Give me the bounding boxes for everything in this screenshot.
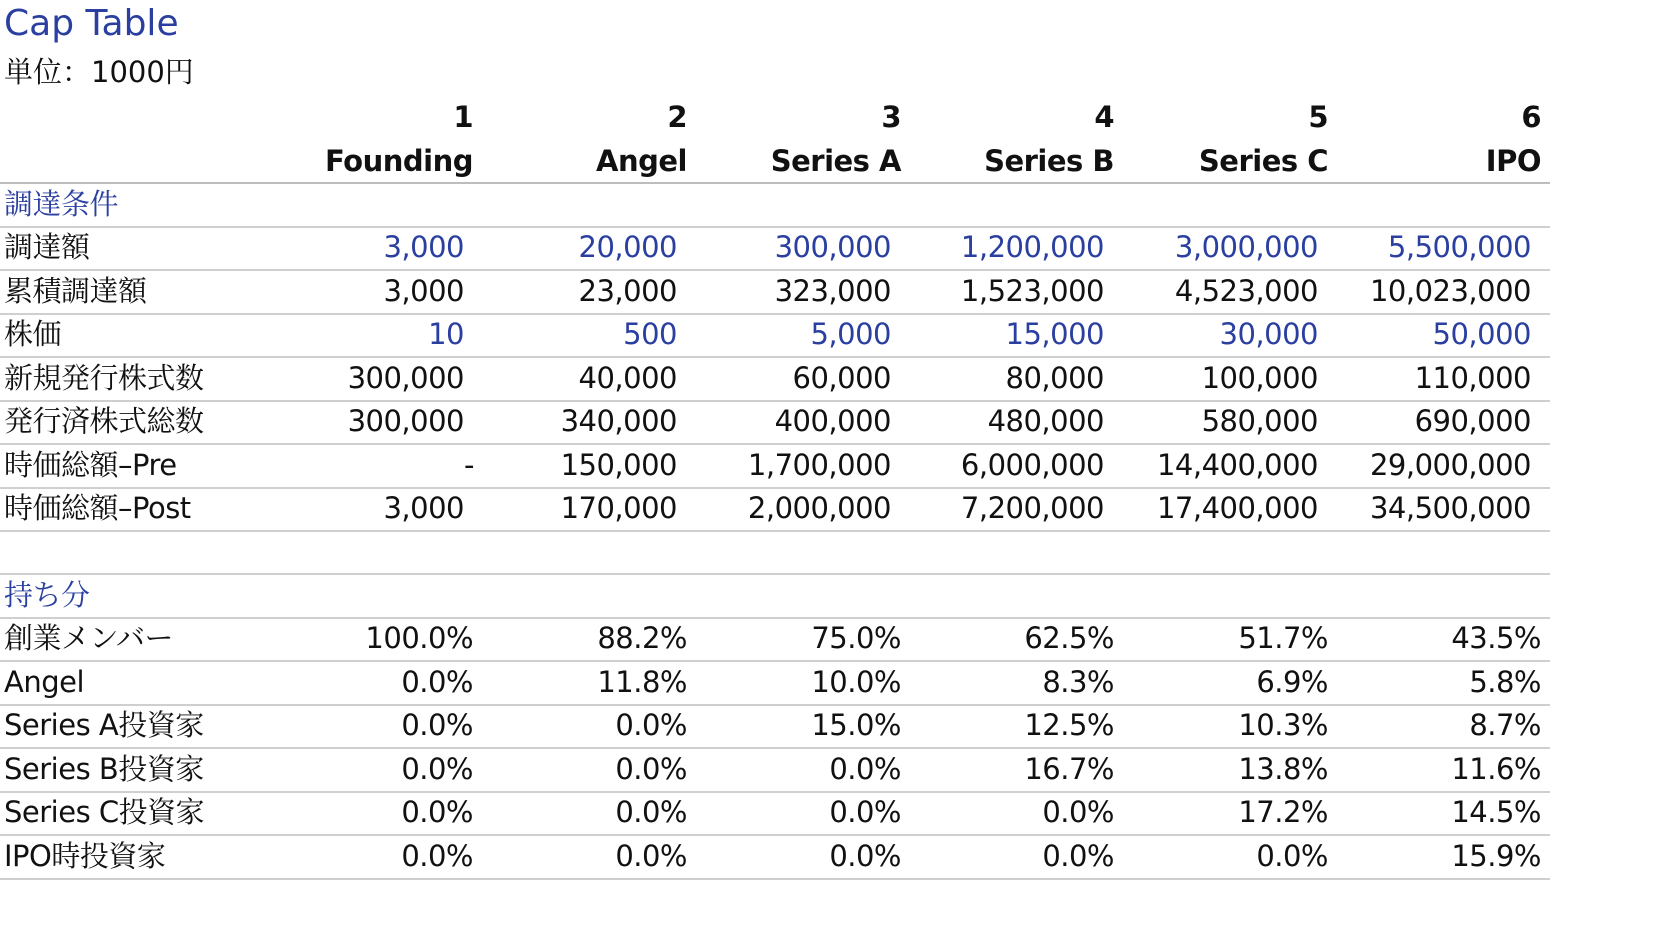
section-label: 持ち分 [4, 578, 90, 612]
percent-cell: 5.8% [1469, 665, 1541, 699]
percent-cell: 75.0% [811, 621, 901, 655]
value-cell: 5,500,000 [1387, 230, 1531, 264]
value-cell: 3,000 [383, 274, 464, 308]
value-cell: 29,000,000 [1369, 448, 1531, 482]
percent-cell: 10.0% [811, 665, 901, 699]
value-cell: 60,000 [792, 361, 891, 395]
table-row [0, 226, 1550, 269]
percent-cell: 15.9% [1451, 839, 1541, 873]
round-name-cell: IPO [1485, 144, 1541, 178]
table-row [0, 791, 1550, 834]
value-cell: 690,000 [1414, 404, 1531, 438]
value-cell: 10,023,000 [1369, 274, 1531, 308]
percent-cell: 16.7% [1024, 752, 1114, 786]
page-title: Cap Table [4, 3, 179, 44]
table-row [0, 617, 1550, 660]
percent-cell: 0.0% [615, 708, 687, 742]
divider [0, 530, 1550, 532]
value-cell: 80,000 [1005, 361, 1104, 395]
divider [0, 878, 1550, 880]
round-number-cell: 1 [453, 100, 473, 134]
value-cell: 100,000 [1201, 361, 1318, 395]
percent-cell: 0.0% [1042, 795, 1114, 829]
value-cell: 323,000 [774, 274, 891, 308]
table-row [0, 357, 1550, 400]
row-label: Series A投資家 [4, 708, 204, 742]
percent-cell: 0.0% [615, 839, 687, 873]
value-cell: 2,000,000 [747, 491, 891, 525]
percent-cell: 11.8% [597, 665, 687, 699]
row-label: 時価総額–Pre [4, 448, 177, 482]
round-number-cell: 2 [667, 100, 687, 134]
percent-cell: 10.3% [1238, 708, 1328, 742]
row-label: 株価 [4, 317, 62, 351]
row-label: 時価総額–Post [4, 491, 191, 525]
round-number-cell: 3 [881, 100, 901, 134]
value-cell: 14,400,000 [1156, 448, 1318, 482]
percent-cell: 51.7% [1238, 621, 1328, 655]
round-name-cell: Series B [984, 144, 1114, 178]
table-row [0, 270, 1550, 313]
value-cell: 300,000 [347, 404, 464, 438]
round-number-cell: 6 [1521, 100, 1541, 134]
value-cell: 4,523,000 [1174, 274, 1318, 308]
percent-cell: 0.0% [401, 752, 473, 786]
table-row [0, 748, 1550, 791]
value-cell: 15,000 [1005, 317, 1104, 351]
round-number-cell: 4 [1094, 100, 1114, 134]
section-funding-terms [0, 183, 1550, 226]
percent-cell: 0.0% [1256, 839, 1328, 873]
table-row [0, 487, 1550, 530]
value-cell: 1,523,000 [960, 274, 1104, 308]
value-cell: 7,200,000 [960, 491, 1104, 525]
value-cell: 340,000 [560, 404, 677, 438]
round-name-cell: Series C [1198, 144, 1328, 178]
percent-cell: 6.9% [1256, 665, 1328, 699]
round-number-cell: 5 [1308, 100, 1328, 134]
percent-cell: 0.0% [401, 839, 473, 873]
row-label: Series C投資家 [4, 795, 205, 829]
value-cell: 1,200,000 [960, 230, 1104, 264]
value-cell: 40,000 [578, 361, 677, 395]
percent-cell: 0.0% [615, 795, 687, 829]
value-cell: 3,000 [383, 491, 464, 525]
percent-cell: 15.0% [811, 708, 901, 742]
value-cell: 300,000 [347, 361, 464, 395]
value-cell: 50,000 [1432, 317, 1531, 351]
table-row [0, 835, 1550, 878]
value-cell: 150,000 [560, 448, 677, 482]
percent-cell: 0.0% [615, 752, 687, 786]
value-cell: 1,700,000 [747, 448, 891, 482]
value-cell: 23,000 [578, 274, 677, 308]
percent-cell: 0.0% [401, 665, 473, 699]
table-row [0, 400, 1550, 443]
value-cell: 400,000 [774, 404, 891, 438]
value-cell: 3,000 [383, 230, 464, 264]
value-cell: 170,000 [560, 491, 677, 525]
value-cell: - [464, 448, 474, 482]
table-row [0, 661, 1550, 704]
value-cell: 30,000 [1219, 317, 1318, 351]
value-cell: 480,000 [987, 404, 1104, 438]
percent-cell: 8.7% [1469, 708, 1541, 742]
row-label: Angel [4, 665, 85, 699]
unit-label: 単位：1000円 [4, 55, 194, 89]
section-label: 調達条件 [4, 187, 119, 221]
row-label: 新規発行株式数 [4, 361, 204, 395]
round-name-cell: Angel [596, 144, 687, 178]
percent-cell: 14.5% [1451, 795, 1541, 829]
table-row [0, 444, 1550, 487]
round-name-cell: Series A [770, 144, 901, 178]
value-cell: 20,000 [578, 230, 677, 264]
table-row [0, 704, 1550, 747]
value-cell: 110,000 [1414, 361, 1531, 395]
row-label: 調達額 [4, 230, 90, 264]
percent-cell: 100.0% [365, 621, 473, 655]
row-label: Series B投資家 [4, 752, 204, 786]
value-cell: 34,500,000 [1369, 491, 1531, 525]
percent-cell: 88.2% [597, 621, 687, 655]
row-label: 累積調達額 [4, 274, 147, 308]
value-cell: 500 [623, 317, 677, 351]
percent-cell: 13.8% [1238, 752, 1328, 786]
percent-cell: 0.0% [829, 795, 901, 829]
table-row [0, 313, 1550, 356]
value-cell: 580,000 [1201, 404, 1318, 438]
value-cell: 10 [428, 317, 464, 351]
percent-cell: 8.3% [1042, 665, 1114, 699]
value-cell: 5,000 [810, 317, 891, 351]
percent-cell: 0.0% [1042, 839, 1114, 873]
value-cell: 300,000 [774, 230, 891, 264]
header-round-row [0, 140, 1550, 183]
percent-cell: 0.0% [829, 752, 901, 786]
percent-cell: 0.0% [829, 839, 901, 873]
row-label: IPO時投資家 [4, 839, 166, 873]
round-name-cell: Founding [325, 144, 473, 178]
value-cell: 6,000,000 [960, 448, 1104, 482]
row-label: 発行済株式総数 [4, 404, 204, 438]
percent-cell: 11.6% [1451, 752, 1541, 786]
percent-cell: 0.0% [401, 795, 473, 829]
percent-cell: 0.0% [401, 708, 473, 742]
section-ownership [0, 574, 1550, 617]
percent-cell: 17.2% [1238, 795, 1328, 829]
value-cell: 3,000,000 [1174, 230, 1318, 264]
percent-cell: 43.5% [1451, 621, 1541, 655]
row-label: 創業メンバー [4, 621, 173, 655]
percent-cell: 62.5% [1024, 621, 1114, 655]
header-number-row [0, 96, 1550, 139]
value-cell: 17,400,000 [1156, 491, 1318, 525]
percent-cell: 12.5% [1024, 708, 1114, 742]
